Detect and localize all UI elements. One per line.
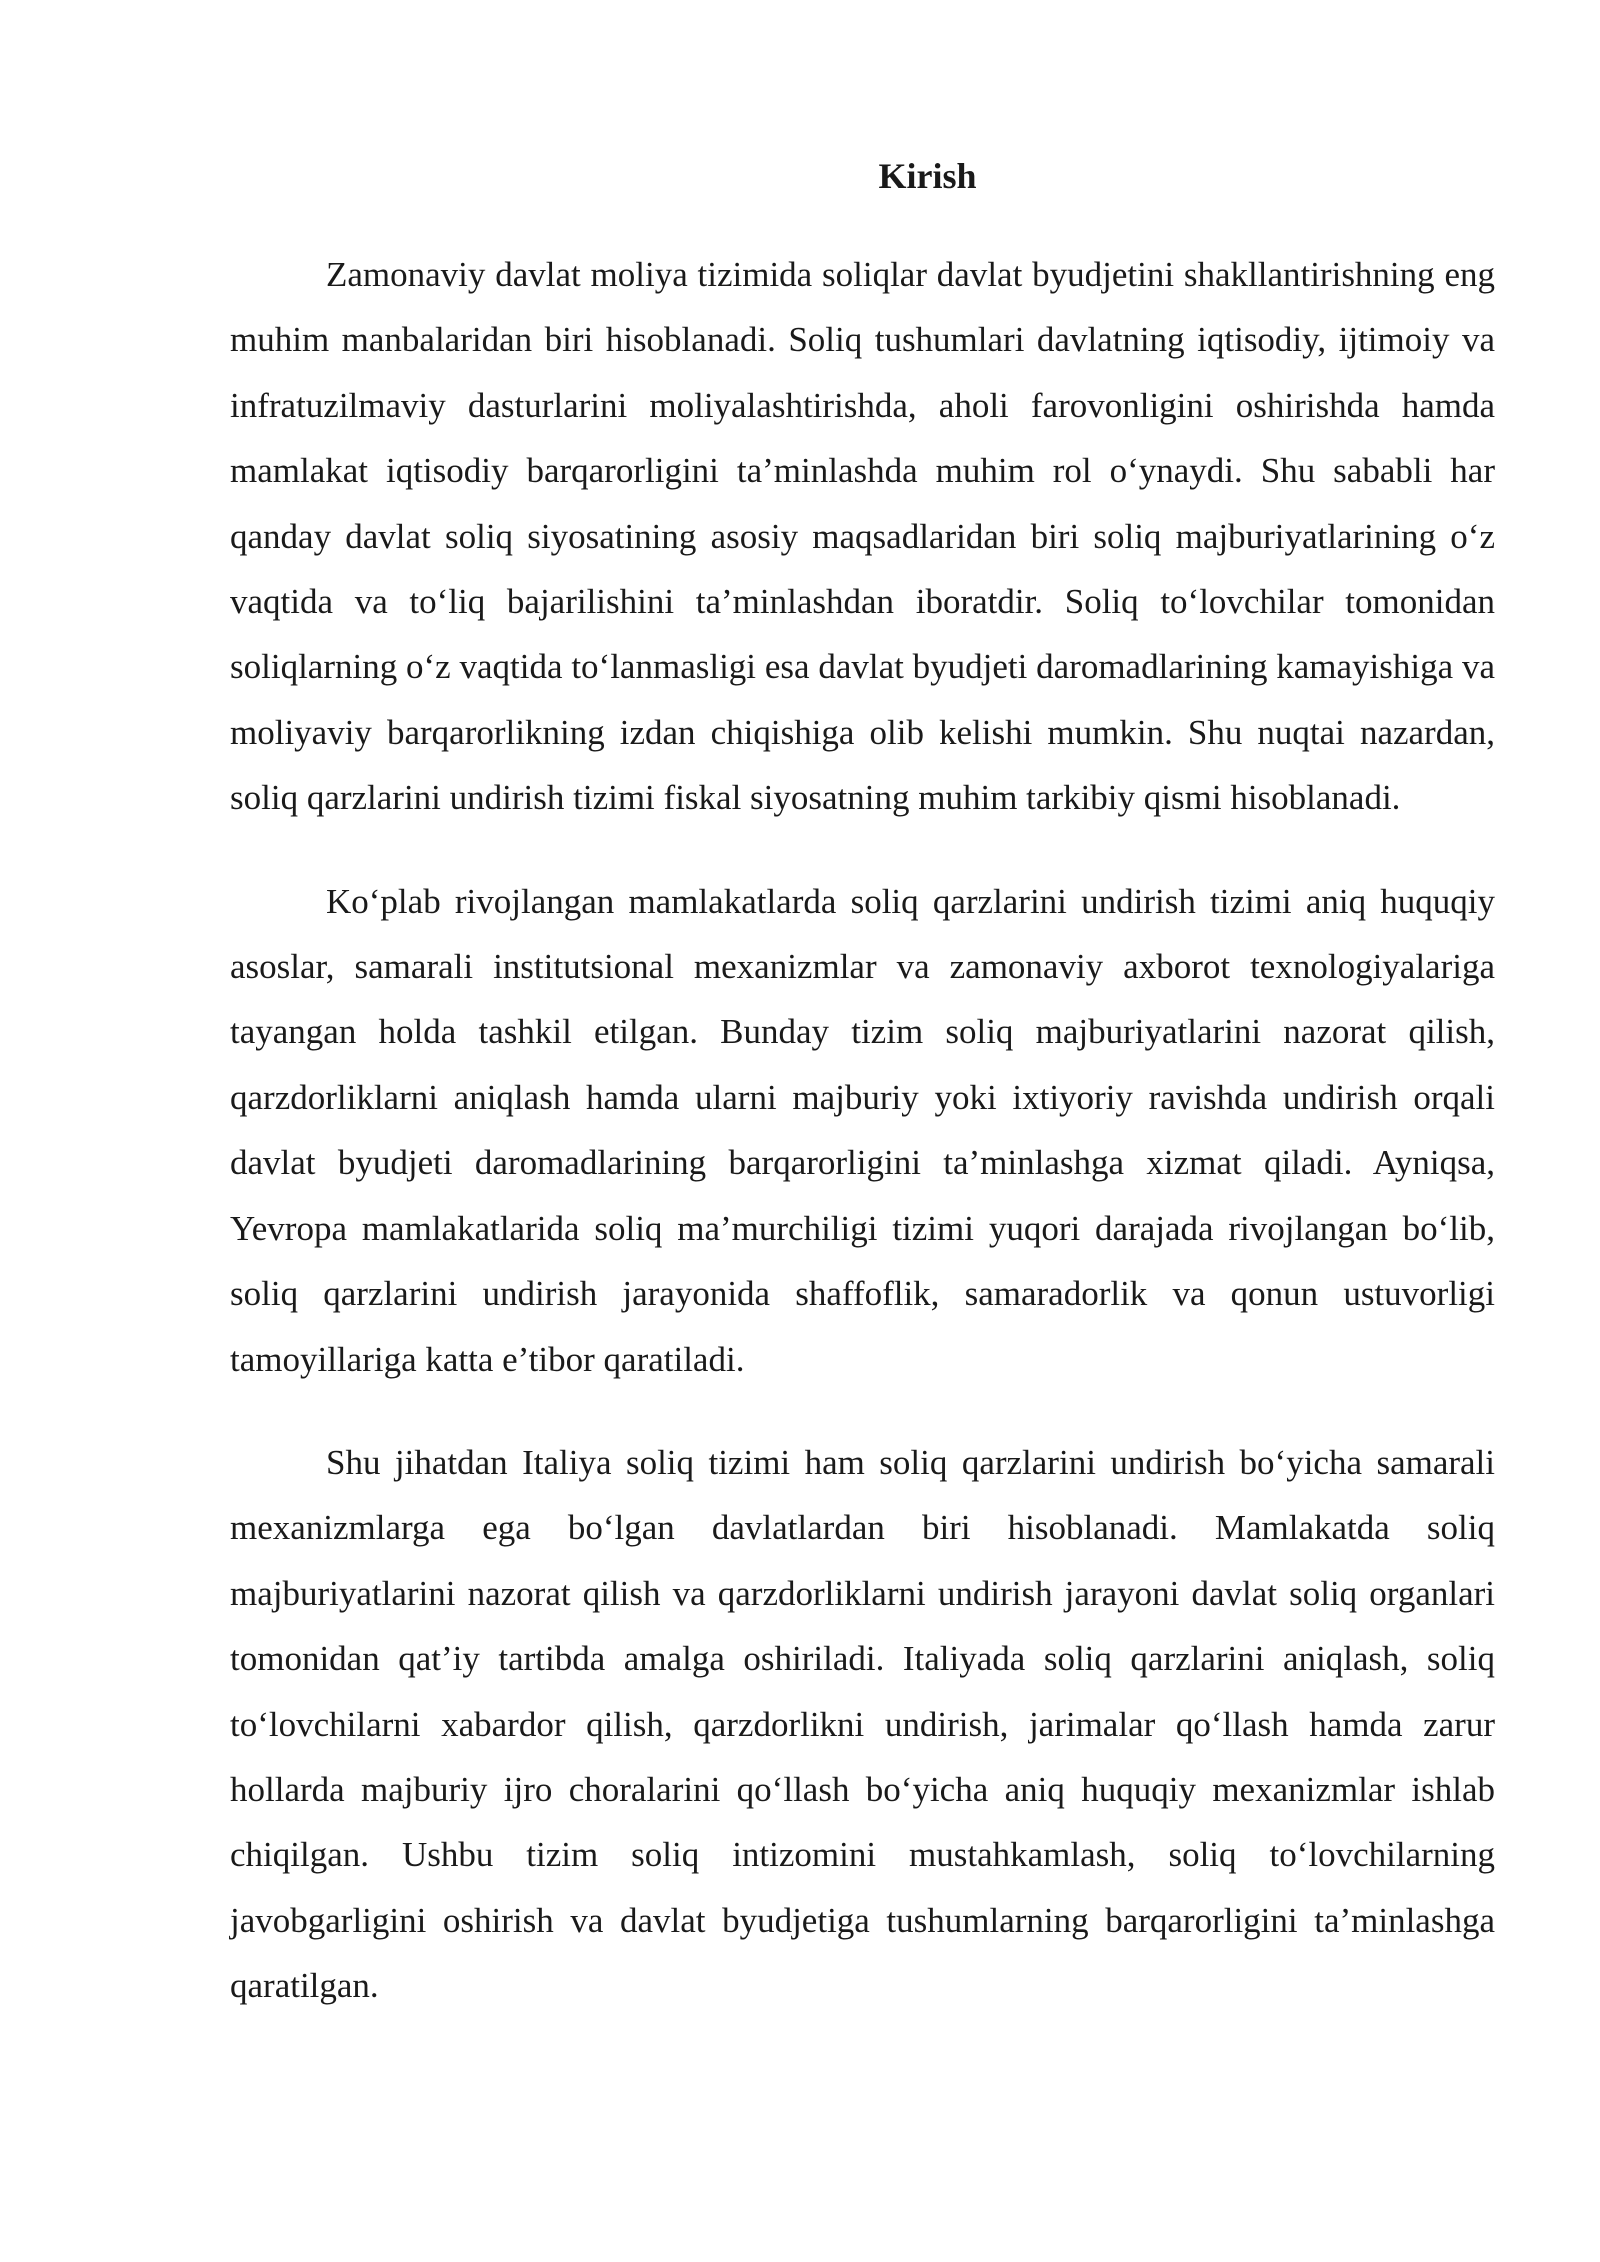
- paragraph-2: Ko‘plab rivojlangan mamlakatlarda soliq qarzlarini undirish tizimi aniq huquqiy asoslar, samarali institutsional mexanizmlar va zamonaviy axborot texnologiyalariga tayangan holda tashkil etilgan. Bunday tizim soliq majburiyatlarini nazorat qilish, qarzdorliklarni aniqlash hamda ularni majburiy yoki ixtiyoriy ravishda undirish orqali davlat byudjeti daromadlarining barqarorligini ta’minlashga xizmat qiladi. Ayniqsa, Yevropa mamlakatlarida soliq ma’murchiligi tizimi yuqori darajada rivojlangan bo‘lib, soliq qarzlarini undirish jarayonida shaffoflik, samaradorlik va qonun ustuvorligi tamoyillariga katta e’tibor qaratiladi.: [230, 881, 1495, 1379]
- paragraph-3: Shu jihatdan Italiya soliq tizimi ham soliq qarzlarini undirish bo‘yicha samarali mexanizmlarga ega bo‘lgan davlatlardan biri hisoblanadi. Mamlakatda soliq majburiyatlarini nazorat qilish va qarzdorliklarni undirish jarayoni davlat soliq organlari tomonidan qat’iy tartibda amalga oshiriladi. Italiyada soliq qarzlarini aniqlash, soliq to‘lovchilarni xabardor qilish, qarzdorlikni undirish, jarimalar qo‘llash hamda zarur hollarda majburiy ijro choralarini qo‘llash bo‘yicha aniq huquqiy mexanizmlar ishlab chiqilgan. Ushbu tizim soliq intizomini mustahkamlash, soliq to‘lovchilarning javobgarligini oshirish va davlat byudjetiga tushumlarning barqarorligini ta’minlashga qaratilgan.: [230, 1442, 1495, 2006]
- page-title: Kirish: [878, 156, 977, 196]
- document-body: [230, 150, 1495, 2057]
- paragraph-1: Zamonaviy davlat moliya tizimida soliqlar davlat byudjetini shakllantirishning eng muhim manbalaridan biri hisoblanadi. Soliq tushumlari davlatning iqtisodiy, ijtimoiy va infratuzilmaviy dasturlarini moliyalashtirishda, aholi farovonligini oshirishda hamda mamlakat iqtisodiy barqarorligini ta’minlashda muhim rol o‘ynaydi. Shu sababli har qanday davlat soliq siyosatining asosiy maqsadlaridan biri soliq majburiyatlarining o‘z vaqtida va to‘liq bajarilishini ta’minlashdan iboratdir. Soliq to‘lovchilar tomonidan soliqlarning o‘z vaqtida to‘lanmasligi esa davlat byudjeti daromadlarining kamayishiga va moliyaviy barqarorlikning izdan chiqishiga olib kelishi mumkin. Shu nuqtai nazardan, soliq qarzlarini undirish tizimi fiskal siyosatning muhim tarkibiy qismi hisoblanadi.: [230, 255, 1495, 818]
